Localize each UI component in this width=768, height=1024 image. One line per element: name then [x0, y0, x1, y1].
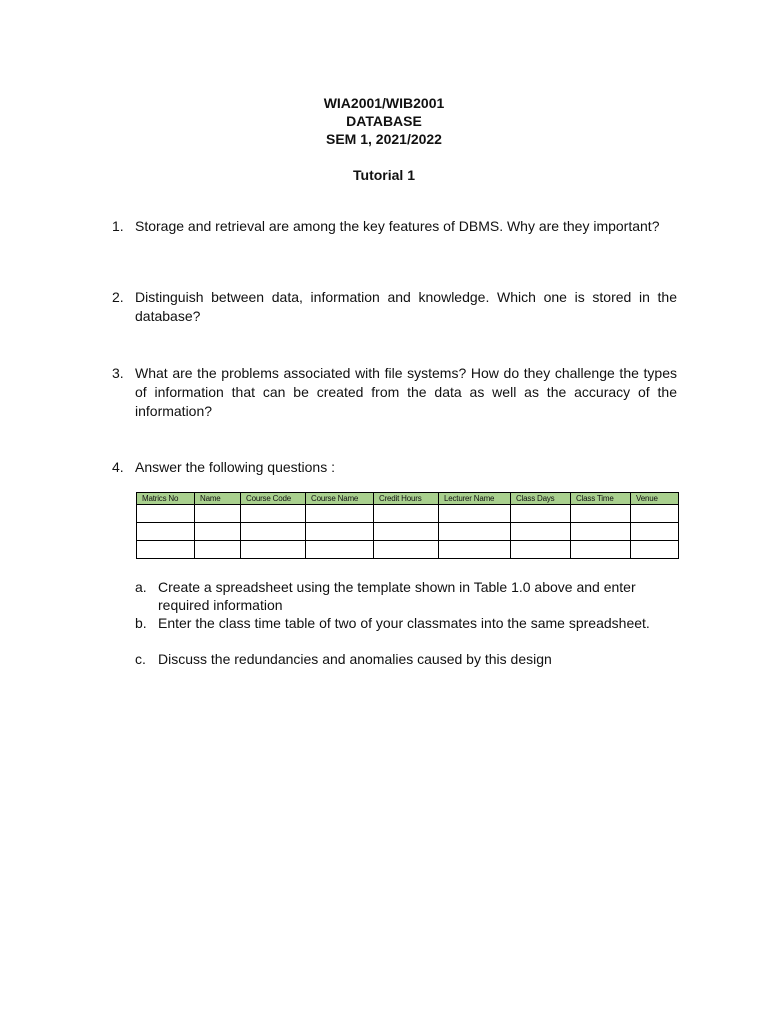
table-cell — [241, 541, 306, 559]
table-cell — [195, 505, 241, 523]
column-header: Credit Hours — [374, 493, 439, 505]
question-text: Answer the following questions : — [135, 459, 335, 475]
table-cell — [374, 523, 439, 541]
question-text: Storage and retrieval are among the key features of DBMS. Why are they important? — [135, 218, 660, 234]
question-text: What are the problems associated with file systems? How do they challenge the types of information that can be created from the data as well as the accuracy of the information? — [135, 365, 677, 419]
table-cell — [571, 541, 631, 559]
table-row — [137, 523, 679, 541]
table-cell — [631, 505, 679, 523]
table-cell — [511, 505, 571, 523]
table-cell — [631, 523, 679, 541]
table-cell — [137, 541, 195, 559]
column-header: Matrics No — [137, 493, 195, 505]
table-cell — [195, 523, 241, 541]
question-1 — [112, 217, 677, 236]
table-cell — [439, 505, 511, 523]
question-number: 3. — [112, 365, 124, 381]
table-cell — [137, 505, 195, 523]
table-cell — [374, 505, 439, 523]
table-cell — [511, 541, 571, 559]
question-number: 1. — [112, 218, 124, 234]
subquestion-label: c. — [135, 651, 146, 667]
subquestion-a — [135, 578, 680, 614]
table-cell — [241, 505, 306, 523]
table-cell — [439, 523, 511, 541]
template-table — [136, 492, 679, 559]
column-header: Lecturer Name — [439, 493, 511, 505]
table-cell — [374, 541, 439, 559]
subquestion-label: a. — [135, 579, 147, 595]
table-cell — [306, 505, 374, 523]
question-text: Distinguish between data, information and knowledge. Which one is stored in the database? — [135, 289, 677, 324]
question-number: 2. — [112, 289, 124, 305]
table-cell — [631, 541, 679, 559]
table-cell — [571, 505, 631, 523]
table-cell — [439, 541, 511, 559]
table-cell — [511, 523, 571, 541]
column-header: Venue — [631, 493, 679, 505]
table-cell — [306, 541, 374, 559]
semester: SEM 1, 2021/2022 — [326, 131, 442, 147]
subquestion-c — [135, 650, 680, 668]
question-3 — [112, 364, 677, 421]
subquestion-text: Create a spreadsheet using the template shown in Table 1.0 above and enter required information — [158, 579, 636, 613]
table-cell — [241, 523, 306, 541]
column-header: Class Time — [571, 493, 631, 505]
subquestion-text: Enter the class time table of two of your classmates into the same spreadsheet. — [158, 615, 650, 631]
table-header-row — [137, 493, 679, 505]
column-header: Name — [195, 493, 241, 505]
subquestion-text: Discuss the redundancies and anomalies caused by this design — [158, 651, 552, 667]
column-header: Course Code — [241, 493, 306, 505]
course-title: DATABASE — [346, 113, 422, 129]
tutorial-title: Tutorial 1 — [353, 167, 415, 183]
column-header: Course Name — [306, 493, 374, 505]
table-cell — [571, 523, 631, 541]
table-cell — [306, 523, 374, 541]
table-cell — [137, 523, 195, 541]
document-header — [0, 94, 768, 184]
question-number: 4. — [112, 459, 124, 475]
column-header: Class Days — [511, 493, 571, 505]
subquestion-b — [135, 614, 680, 632]
table-row — [137, 505, 679, 523]
question-4 — [112, 458, 677, 477]
table-cell — [195, 541, 241, 559]
question-2 — [112, 288, 677, 326]
course-code: WIA2001/WIB2001 — [323, 95, 445, 111]
subquestion-label: b. — [135, 615, 147, 631]
table-row — [137, 541, 679, 559]
